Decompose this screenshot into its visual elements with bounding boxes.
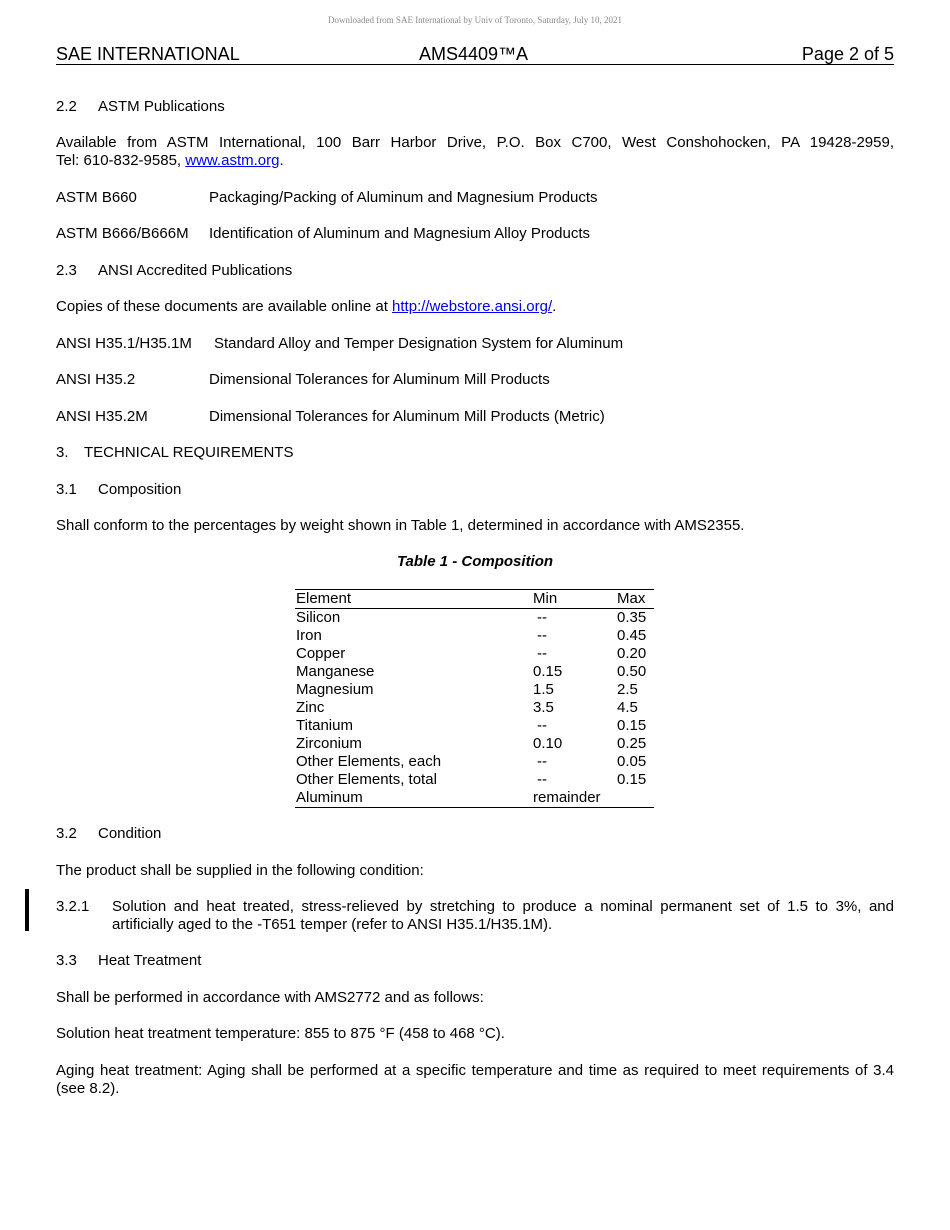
header-org: SAE INTERNATIONAL (56, 44, 240, 64)
header-min: Min (533, 590, 558, 607)
ref-title: Dimensional Tolerances for Aluminum Mill Products (209, 371, 550, 388)
composition-text: Shall conform to the percentages by weight shown in Table 1, determined in accordance with AMS2355. (56, 517, 745, 534)
ref-code: ASTM B660 (56, 189, 137, 206)
header-max: Max (617, 590, 646, 607)
table-row: Magnesium 1.5 2.5 (296, 681, 638, 698)
ref-title: Packaging/Packing of Aluminum and Magnesium Products (209, 189, 598, 206)
table-row: Silicon -- 0.35 (296, 609, 647, 626)
ref-title: Identification of Aluminum and Magnesium Alloy Products (209, 225, 591, 242)
section-3-number: 3. (56, 444, 69, 461)
ansi-link[interactable]: http://webstore.ansi.org/ (392, 298, 553, 315)
section-3-1-number: 3.1 (56, 481, 77, 498)
section-2-3-number: 2.3 (56, 262, 77, 279)
section-3-2-1-number: 3.2.1 (56, 898, 90, 915)
table-row: Aluminum remainder (295, 789, 654, 808)
header-element: Element (296, 590, 352, 607)
condition-text: The product shall be supplied in the following condition: (56, 862, 424, 879)
table-row: Zirconium 0.10 0.25 (296, 735, 647, 752)
aging-line2: (see 8.2). (56, 1080, 120, 1097)
table-header-row (295, 590, 654, 609)
table-row: Iron -- 0.45 (296, 627, 647, 644)
section-3-title: TECHNICAL REQUIREMENTS (84, 444, 294, 461)
table-row: Copper -- 0.20 (296, 645, 647, 662)
page-header (56, 44, 894, 65)
table-row: Other Elements, total -- 0.15 (296, 771, 647, 788)
astm-availability-line1: Available from ASTM International, 100 Barr Harbor Drive, P.O. Box C700, West Conshohocken, PA 19428-2959, (56, 134, 894, 151)
ansi-availability: Copies of these documents are available online at http://webstore.ansi.org/. (56, 298, 557, 315)
solution-heat-treatment: Solution heat treatment temperature: 855 to 875 °F (458 to 468 °C). (56, 1025, 505, 1042)
section-2-2-number: 2.2 (56, 98, 77, 115)
astm-availability-line2: Tel: 610-832-9585, www.astm.org. (56, 152, 284, 169)
aging-line1: Aging heat treatment: Aging shall be performed at a specific temperature and time as required to meet requirements of 3.4 (56, 1062, 894, 1079)
astm-link[interactable]: www.astm.org (185, 152, 280, 169)
header-doc-number: AMS4409™A (419, 44, 529, 64)
table-row: Manganese 0.15 0.50 (296, 663, 647, 680)
table-row: Other Elements, each -- 0.05 (296, 753, 647, 770)
ref-code: ANSI H35.1/H35.1M (56, 335, 192, 352)
ref-code: ANSI H35.2 (56, 371, 136, 388)
change-bar (25, 889, 29, 931)
section-3-3-number: 3.3 (56, 952, 77, 969)
astm-tel: Tel: 610-832-9585, (56, 152, 186, 169)
section-3-1-title: Composition (98, 481, 182, 498)
table-1-title: Table 1 - Composition (396, 553, 554, 570)
download-notice: Downloaded from SAE International by Univ of Toronto, Saturday, July 10, 2021 (327, 15, 623, 25)
section-3-2-number: 3.2 (56, 825, 77, 842)
ref-title: Dimensional Tolerances for Aluminum Mill Products (Metric) (209, 408, 605, 425)
header-page-number: Page 2 of 5 (801, 44, 894, 64)
section-2-3-title: ANSI Accredited Publications (98, 262, 293, 279)
heat-treatment-text: Shall be performed in accordance with AMS2772 and as follows: (56, 989, 484, 1006)
ref-code: ASTM B666/B666M (56, 225, 189, 242)
table-row: Zinc 3.5 4.5 (296, 699, 638, 716)
table-row: Titanium -- 0.15 (296, 717, 647, 734)
section-3-2-1-line1: Solution and heat treated, stress-relieved by stretching to produce a nominal permanent set of 1.5 to 3%, and (112, 898, 894, 915)
section-3-2-title: Condition (98, 825, 162, 842)
composition-table (295, 589, 654, 808)
section-3-2-1-line2: artificially aged to the -T651 temper (refer to ANSI H35.1/H35.1M). (112, 916, 553, 933)
ref-code: ANSI H35.2M (56, 408, 148, 425)
section-2-2-title: ASTM Publications (98, 98, 225, 115)
ref-title: Standard Alloy and Temper Designation System for Aluminum (214, 335, 624, 352)
section-3-3-title: Heat Treatment (98, 952, 202, 969)
